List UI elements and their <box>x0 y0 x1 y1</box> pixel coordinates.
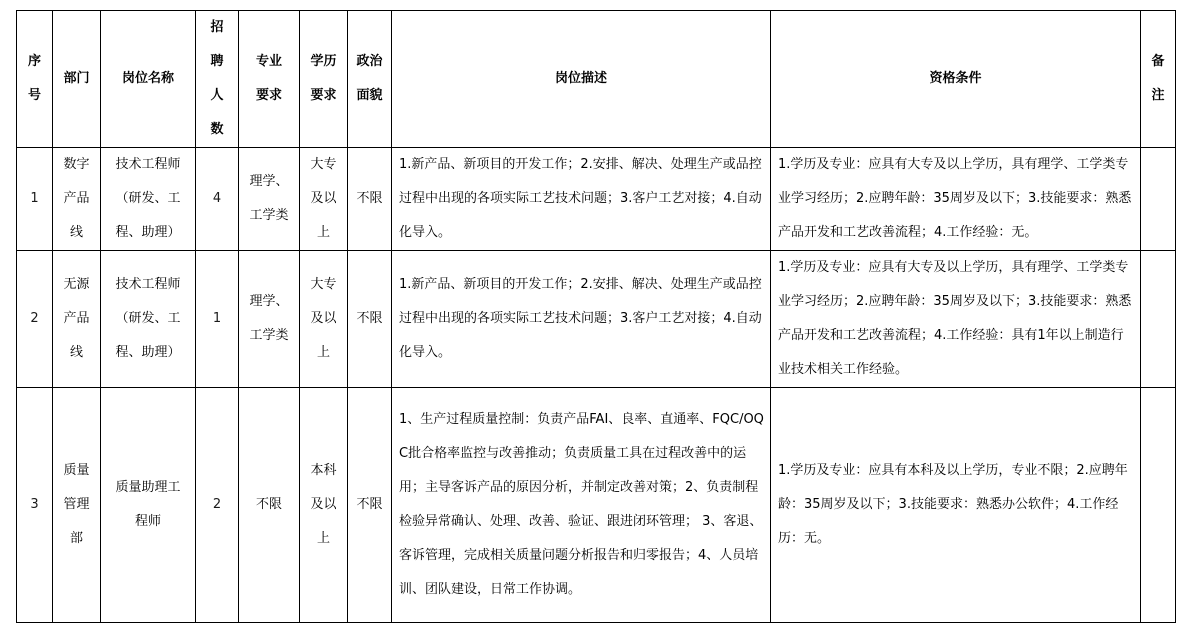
header-description: 岗位描述 <box>392 11 771 148</box>
header-major: 专业要求 <box>239 11 300 148</box>
cell-remarks <box>1141 388 1176 623</box>
cell-seq: 3 <box>17 388 53 623</box>
cell-position: 质量助理工程师 <box>101 388 196 623</box>
cell-education: 本科及以上 <box>300 388 348 623</box>
cell-remarks <box>1141 251 1176 388</box>
cell-description: 1.新产品、新项目的开发工作；2.安排、解决、处理生产或品控过程中出现的各项实际工艺技术问题；3.客户工艺对接；4.自动化导入。 <box>392 148 771 251</box>
cell-dept: 无源产品线 <box>53 251 101 388</box>
header-dept: 部门 <box>53 11 101 148</box>
header-qualifications: 资格条件 <box>771 11 1141 148</box>
header-remarks: 备注 <box>1141 11 1176 148</box>
recruitment-table <box>16 10 1176 623</box>
cell-seq: 1 <box>17 148 53 251</box>
cell-qualifications: 1.学历及专业：应具有本科及以上学历，专业不限；2.应聘年龄：35周岁及以下；3.技能要求：熟悉办公软件；4.工作经历：无。 <box>771 388 1141 623</box>
table-row <box>17 251 1176 388</box>
cell-education: 大专及以上 <box>300 251 348 388</box>
cell-major: 不限 <box>239 388 300 623</box>
cell-headcount: 2 <box>196 388 239 623</box>
cell-seq: 2 <box>17 251 53 388</box>
table-row <box>17 148 1176 251</box>
cell-position: 技术工程师（研发、工程、助理） <box>101 251 196 388</box>
cell-dept: 质量管理部 <box>53 388 101 623</box>
header-seq: 序号 <box>17 11 53 148</box>
recruitment-table-container <box>16 10 1176 623</box>
cell-political: 不限 <box>348 388 392 623</box>
header-education: 学历要求 <box>300 11 348 148</box>
cell-headcount: 4 <box>196 148 239 251</box>
header-headcount: 招聘人数 <box>196 11 239 148</box>
cell-political: 不限 <box>348 251 392 388</box>
cell-political: 不限 <box>348 148 392 251</box>
cell-description: 1、生产过程质量控制：负责产品FAI、良率、直通率、FQC/OQC批合格率监控与改善推动；负责质量工具在过程改善中的运用；主导客诉产品的原因分析，并制定改善对策；2、负责制程检验异常确认、处理、改善、验证、跟进闭环管理； 3、客退、客诉管理，完成相关质量问题分析报告和归零报告；4、人员培训、团队建设，日常工作协调。 <box>392 388 771 623</box>
header-row <box>17 11 1176 148</box>
cell-education: 大专及以上 <box>300 148 348 251</box>
cell-major: 理学、工学类 <box>239 251 300 388</box>
table-row <box>17 388 1176 623</box>
cell-qualifications: 1.学历及专业：应具有大专及以上学历，具有理学、工学类专业学习经历；2.应聘年龄：35周岁及以下；3.技能要求：熟悉产品开发和工艺改善流程；4.工作经验：无。 <box>771 148 1141 251</box>
cell-description: 1.新产品、新项目的开发工作；2.安排、解决、处理生产或品控过程中出现的各项实际工艺技术问题；3.客户工艺对接；4.自动化导入。 <box>392 251 771 388</box>
cell-headcount: 1 <box>196 251 239 388</box>
cell-qualifications: 1.学历及专业：应具有大专及以上学历，具有理学、工学类专业学习经历；2.应聘年龄：35周岁及以下；3.技能要求：熟悉产品开发和工艺改善流程；4.工作经验：具有1年以上制造行业技术相关工作经验。 <box>771 251 1141 388</box>
cell-position: 技术工程师（研发、工程、助理） <box>101 148 196 251</box>
cell-dept: 数字产品线 <box>53 148 101 251</box>
header-political: 政治面貌 <box>348 11 392 148</box>
cell-major: 理学、工学类 <box>239 148 300 251</box>
cell-remarks <box>1141 148 1176 251</box>
header-position: 岗位名称 <box>101 11 196 148</box>
